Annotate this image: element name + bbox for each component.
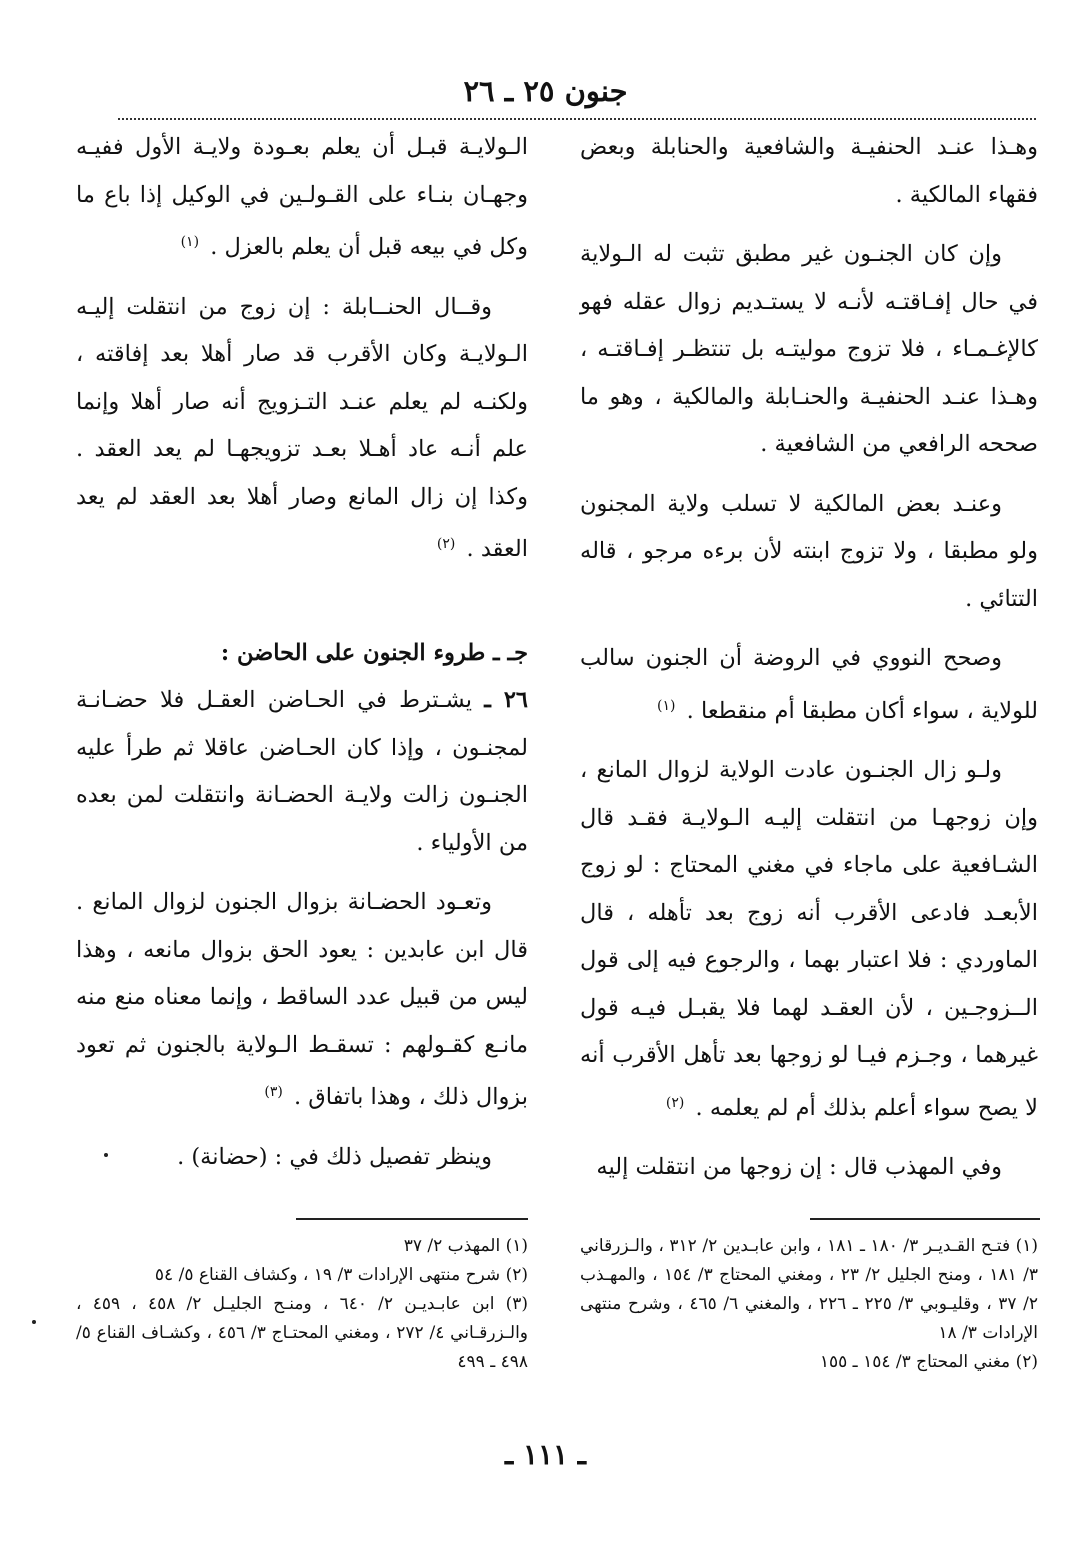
paragraph-text: وينظر تفصيل ذلك في : (حضانة) . [177, 1143, 492, 1170]
footnote-separator-right [810, 1218, 1040, 1220]
header-dotted-rule [118, 118, 1036, 120]
paragraph-text: وتعـود الحضـانة بزوال الجنون لزوال المانع . قال ابن عابدين : يعود الحق بزوال مانعه ، وهذا ليس من قبيل عدد الساقط ، وإنما معناه منع منه مانـع كقـولهم : تسقـط الـولاية بالجنون ثم تعود بزوال ذلك ، وهذا باتفاق . [76, 889, 528, 1110]
right-paragraph-1 [580, 124, 1038, 219]
footnote-item: (١) فتـح القـديـر ٣/ ١٨٠ ـ ١٨١ ، وابن عابـدين ٢/ ٣١٢ ، والـزرقاني ٣/ ١٨١ ، ومنح الجليل ٢/ ٢٣ ، ومغني المحتاج ٣/ ١٥٤ ، والمهـذب ٢/ ٣٧ ، وقليـوبي ٣/ ٢٢٥ ـ ٢٢٦ ، والمغني ٦/ ٤٦٥ ، وشرح منتهى الإرادات ٣/ ١٨ [580, 1236, 1039, 1343]
right-paragraph-2 [580, 231, 1038, 469]
left-column [76, 124, 528, 1193]
right-column [580, 124, 1038, 1204]
footnote-item: (٢) مغني المحتاج ٣/ ١٥٤ ـ ١٥٥ [819, 1352, 1038, 1372]
left-paragraph-3 [76, 677, 528, 867]
paragraph-text: وقــال الحنــابلة : إن زوج من انتقلت إليـه الـولايـة وكان الأقرب قد صار أهلا بعد إفاقته ، ولكنـه لم يعلم عنـد التـزويج أنه صار أهلا وإنما علم أنـه عاد أهـلا بعـد تزويجهـا لم يعد العقد . وكذا إن زال المانع وصار أهلا بعد العقد لم يعد العقد . [76, 293, 528, 562]
footnote-item: (١) المهذب ٢/ ٣٧ [403, 1236, 528, 1256]
paragraph-text: ولـو زال الجنـون عادت الولاية لزوال المانع ، وإن زوجهـا من انتقلت إليـه الـولايـة فقـد قال الشـافعية على ماجاء في مغني المحتاج : لو زوج الأبعـد فادعى الأقرب أنه زوج بعد تأهله ، قال الماوردي : فلا اعتبار بهما ، والرجوع فيه إلى قول الــزوجـين ، لأن العقـد لهما فلا يقبـل فيـه قول غيرهما ، وجـزم فيـا لو زوجها بعد تأهل الأقرب أنه لا يصح سواء أعلم بذلك أم لم يعلمه . [580, 757, 1038, 1121]
left-paragraph-2 [76, 284, 528, 574]
footnote-reference: (١) [180, 234, 200, 250]
right-paragraph-5 [580, 747, 1038, 1132]
footnotes-left [76, 1232, 528, 1377]
left-paragraph-4 [76, 879, 528, 1122]
left-paragraph-5 [76, 1134, 528, 1182]
right-paragraph-6 [580, 1144, 1038, 1192]
right-paragraph-4 [580, 635, 1038, 735]
scan-speck [32, 1320, 36, 1324]
footnote-reference: (٢) [436, 536, 456, 552]
right-paragraph-3 [580, 481, 1038, 624]
left-paragraph-1 [76, 124, 528, 272]
footnotes-right [580, 1232, 1038, 1377]
footnote-reference: (١) [657, 697, 676, 714]
section-heading: جـ ـ طروء الجنون على الحاضن : [220, 639, 528, 666]
scan-speck [104, 1153, 108, 1157]
paragraph-text: الـولايـة قبـل أن يعلم بعـودة ولايـة الأول ففيـه وجهـان بنـاء على القـولـين في الوكيل إذا باع ما وكل في بيعه قبل أن يعلم بالعزل . [76, 134, 528, 260]
paragraph-text: وصحح النووي في الروضة أن الجنون سالب للولاية ، سواء أكان مطبقا أم منقطعا . [580, 645, 1038, 724]
footnote-reference: (٣) [264, 1084, 283, 1100]
footnote-item: (٣) ابن عابـديـن ٢/ ٦٤٠ ، ومنـح الجليـل ٢/ ٤٥٨ ، ٤٥٩ ، والـزرقـاني ٤/ ٢٧٢ ، ومغني المحتـاج ٣/ ٤٥٦ ، وكشـاف القناع ٥/ ٤٩٨ ـ ٤٩٩ [76, 1294, 529, 1372]
page-number: ـ ١١١ ـ [504, 1438, 587, 1471]
footnote-reference: (٢) [665, 1094, 685, 1111]
running-title: جنون ٢٥ ـ ٢٦ [463, 74, 628, 108]
paragraph-text: وفي المهذب قال : إن زوجها من انتقلت إليه [596, 1154, 1002, 1180]
paragraph-text: وهـذا عنـد الحنفيـة والشافعية والحنابلة وبعض فقهاء المالكية . [580, 134, 1038, 208]
paragraph-text: يشـترط في الحـاضن العقـل فلا حضـانـة لمجنـون ، وإذا كان الحـاضن عاقلا ثم طرأ عليه الجنـون زالت ولايـة الحضـانة وانتقلت لمن بعده من الأولياء . [76, 687, 528, 856]
paragraph-text: وإن كان الجنـون غير مطبق تثبت له الـولاية في حال إفـاقتـه لأنـه لا يستـديم زوال عقله فهو كالإغـمـاء ، فلا تزوج موليتـه بل تنتظـر إفـاقتـه ، وهـذا عنـد الحنفيـة والحنـابلة والمالكية ، وهو ما صححه الرافعي من الشافعية . [580, 241, 1038, 457]
section-number: ٢٦ ـ [484, 687, 528, 713]
footnote-item: (٢) شرح منتهى الإرادات ٣/ ١٩ ، وكشاف القناع ٥/ ٥٤ [154, 1265, 528, 1285]
footnote-separator-left [296, 1218, 528, 1220]
paragraph-text: وعنـد بعض المالكية لا تسلب ولاية المجنون ولو مطبقا ، ولا تزوج ابنته لأن برءه مرجو ، قاله التتائي . [580, 490, 1038, 612]
